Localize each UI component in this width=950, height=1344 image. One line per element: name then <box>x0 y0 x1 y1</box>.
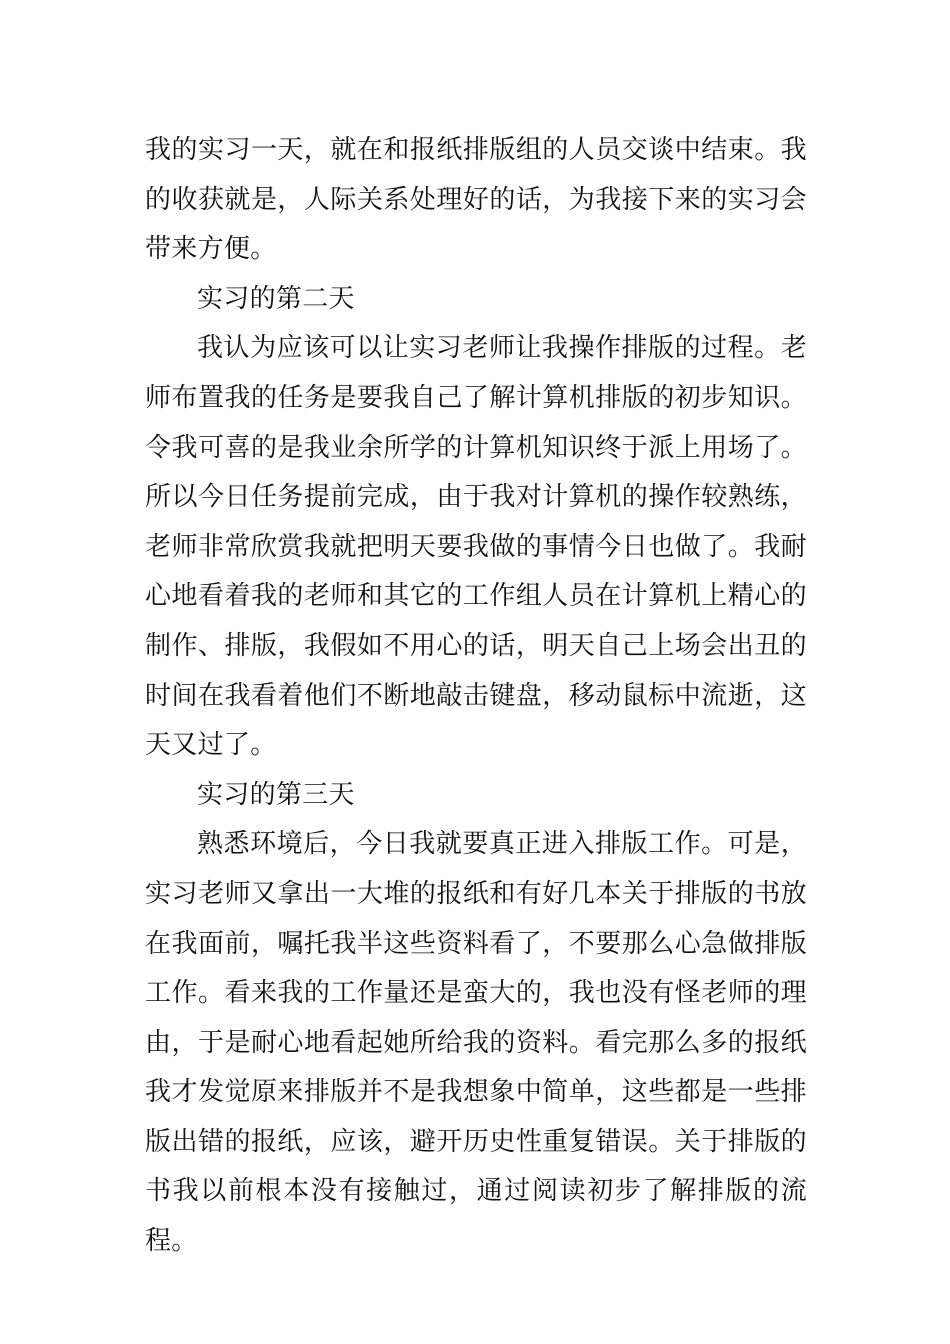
section-heading-day-two: 实习的第二天 <box>197 283 355 314</box>
section-heading-day-three: 实习的第三天 <box>197 779 355 810</box>
paragraph-day-two: 我认为应该可以让实习老师让我操作排版的过程。老师布置我的任务是要我自己了解计算机排版的初步知识。令我可喜的是我业余所学的计算机知识终于派上用场了。所以今日任务提前完成，由于我对计算机的操作较熟练，老师非常欣赏我就把明天要我做的事情今日也做了。我耐心地看着我的老师和其它的工作组人员在计算机上精心的制作、排版，我假如不用心的话，明天自己上场会出丑的时间在我看着他们不断地敲击键盘，移动鼠标中流逝，这天又过了。 <box>145 333 807 761</box>
paragraph-day-three: 熟悉环境后，今日我就要真正进入排版工作。可是，实习老师又拿出一大堆的报纸和有好几本关于排版的书放在我面前，嘱托我半这些资料看了，不要那么心急做排版工作。看来我的工作量还是蛮大的，我也没有怪老师的理由，于是耐心地看起她所给我的资料。看完那么多的报纸我才发觉原来排版并不是我想象中简单，这些都是一些排版出错的报纸，应该，避开历史性重复错误。关于排版的书我以前根本没有接触过，通过阅读初步了解排版的流程。 <box>145 829 807 1257</box>
document-body <box>145 126 807 1267</box>
paragraph-day-one-summary: 我的实习一天，就在和报纸排版组的人员交谈中结束。我的收获就是，人际关系处理好的话，为我接下来的实习会带来方便。 <box>145 135 807 265</box>
